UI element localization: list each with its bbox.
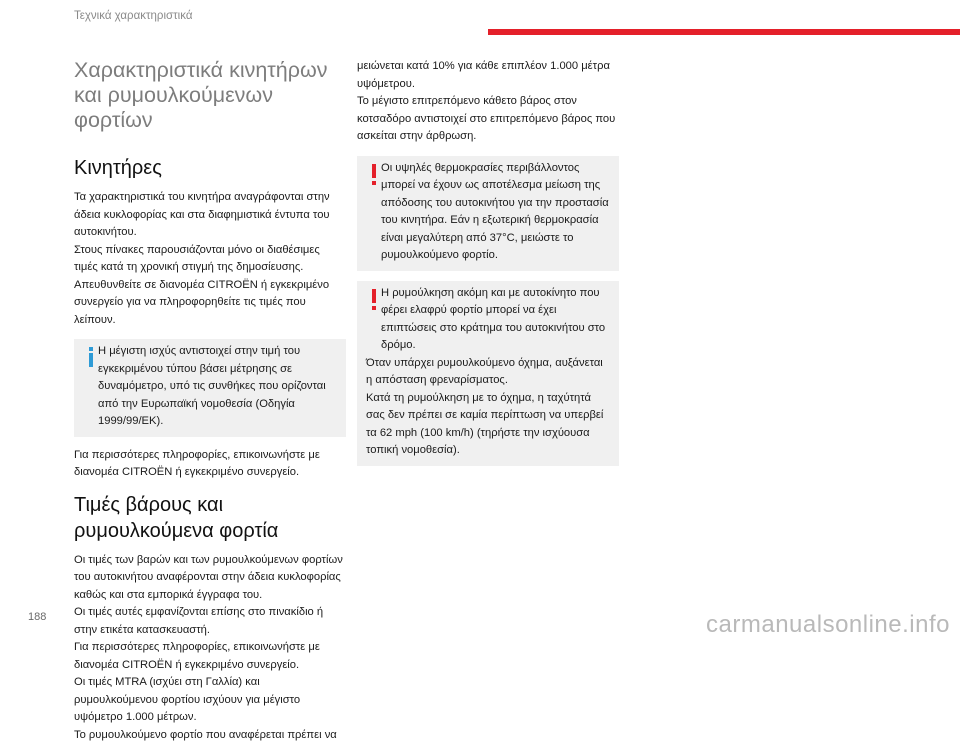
info-icon <box>83 347 99 369</box>
warning-notice-text: Οι υψηλές θερμοκρασίες περιβάλλοντος μπορεί να έχουν ως αποτέλεσμα μείωση της απόδοσης του αυτοκινήτου για την προστασία του κινητήρα. Εάν η εξωτερική θερμοκρασία είναι μεγαλύτερη από 37°C, μειώστε το ρυμουλκούμενο φορτίο. <box>366 160 611 265</box>
warning-notice-towing <box>357 281 619 466</box>
weights-paragraph: Οι τιμές των βαρών και των ρυμουλκούμενων φορτίων του αυτοκινήτου αναφέρονται στην άδεια κυκλοφορίας καθώς και στα εμπορικά έγγραφα του. <box>74 552 346 605</box>
engines-section-title: Κινητήρες <box>74 155 346 181</box>
warning-icon <box>366 289 382 311</box>
continued-paragraph: μειώνεται κατά 10% για κάθε επιπλέον 1.000 μέτρα υψόμετρου. <box>357 58 619 93</box>
engines-paragraph: Απευθυνθείτε σε διανομέα CITROËN ή εγκεκριμένο συνεργείο για να πληροφορηθείτε τις τιμές που λείπουν. <box>74 277 346 330</box>
header-section-label: Τεχνικά χαρακτηριστικά <box>74 10 193 22</box>
info-notice <box>74 339 346 437</box>
left-column <box>74 58 346 744</box>
right-column <box>357 58 619 476</box>
info-notice-text: Η μέγιστη ισχύς αντιστοιχεί στην τιμή του εγκεκριμένου τύπου βάσει μέτρησης σε δυναμόμετρο, υπό τις συνθήκες που ορίζονται από την Ευρωπαϊκή νομοθεσία (Οδηγία 1999/99/ΕΚ). <box>83 343 338 431</box>
watermark: carmanualsonline.info <box>706 611 950 639</box>
weights-paragraph: Οι τιμές αυτές εμφανίζονται επίσης στο πινακίδιο ή στην ετικέτα κατασκευαστή. <box>74 604 346 639</box>
engines-paragraph: Τα χαρακτηριστικά του κινητήρα αναγράφονται στην άδεια κυκλοφορίας και στα διαφημιστικά έντυπα του αυτοκινήτου. <box>74 189 346 242</box>
engines-after-note: Για περισσότερες πληροφορίες, επικοινωνήστε με διανομέα CITROËN ή εγκεκριμένο συνεργείο. <box>74 447 346 482</box>
warning-notice-temperature <box>357 156 619 271</box>
engines-paragraph: Στους πίνακες παρουσιάζονται μόνο οι διαθέσιμες τιμές κατά τη χρονική στιγμή της δημοσίευσης. <box>74 242 346 277</box>
header-accent-bar <box>488 29 960 35</box>
continued-paragraph: Το μέγιστο επιτρεπόμενο κάθετο βάρος στον κοτσαδόρο αντιστοιχεί στο επιτρεπόμενο βάρος που ασκείται στην άρθρωση. <box>357 93 619 146</box>
warning-notice-text: Κατά τη ρυμούλκηση με το όχημα, η ταχύτητά σας δεν πρέπει σε καμία περίπτωση να υπερβεί τα 62 mph (100 km/h) (τηρήστε την ισχύουσα τοπική νομοθεσία). <box>366 390 611 460</box>
page-number: 188 <box>28 611 46 623</box>
weights-paragraph: Για περισσότερες πληροφορίες, επικοινωνήστε με διανομέα CITROËN ή εγκεκριμένο συνεργείο. <box>74 639 346 674</box>
warning-notice-text: Όταν υπάρχει ρυμουλκούμενο όχημα, αυξάνεται η απόσταση φρεναρίσματος. <box>366 355 611 390</box>
warning-notice-text: Η ρυμούλκηση ακόμη και με αυτοκίνητο που φέρει ελαφρύ φορτίο μπορεί να έχει επιπτώσεις στο κράτημα του αυτοκινήτου στο δρόμο. <box>366 285 611 355</box>
chapter-title: Χαρακτηριστικά κινητήρων και ρυμουλκούμενων φορτίων <box>74 58 346 133</box>
warning-icon <box>366 164 382 186</box>
weights-section-title: Τιμές βάρους και ρυμουλκούμενα φορτία <box>74 492 346 544</box>
weights-paragraph: Οι τιμές MTRA (ισχύει στη Γαλλία) και ρυμουλκούμενου φορτίου ισχύουν για μέγιστο υψόμετρο 1.000 μέτρων. <box>74 674 346 727</box>
weights-paragraph: Το ρυμουλκούμενο φορτίο που αναφέρεται πρέπει να <box>74 727 346 744</box>
